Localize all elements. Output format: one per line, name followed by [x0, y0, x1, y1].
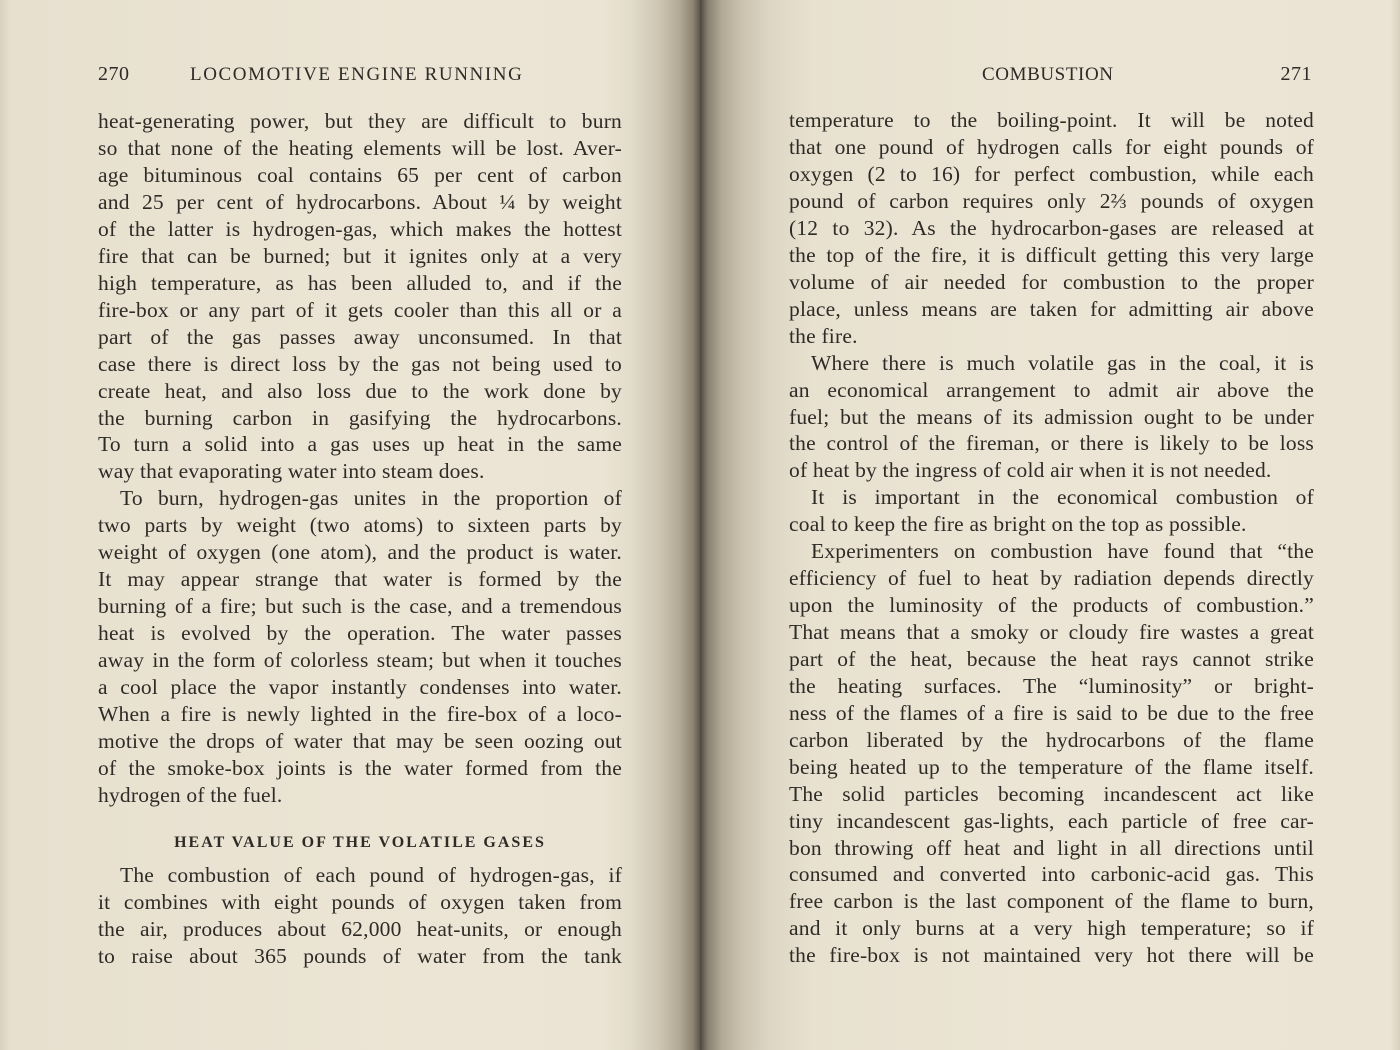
- text-line: To turn a solid into a gas uses up heat in the same: [98, 432, 622, 457]
- body-text: [98, 108, 622, 808]
- text-line: the air, produces about 62,000 heat-units, or enough: [98, 917, 622, 942]
- running-head: LOCOMOTIVE ENGINE RUNNING: [190, 64, 524, 85]
- text-line: an economical arrangement to admit air above the: [789, 377, 1314, 402]
- text-line: fuel; but the means of its admission ought to be under: [789, 404, 1314, 429]
- text-line: pound of carbon requires only 2⅔ pounds of oxygen: [789, 189, 1314, 213]
- paragraph: [789, 484, 1314, 538]
- text-line: the top of the fire, it is difficult getting this very large: [789, 242, 1314, 267]
- text-line: the burning carbon in gasifying the hydrocarbons.: [98, 405, 622, 430]
- text-line: To burn, hydrogen-gas unites in the proportion of: [120, 486, 622, 511]
- text-line: so that none of the heating elements will be lost. Aver-: [98, 136, 622, 161]
- text-line: the control of the fireman, or there is likely to be loss: [789, 431, 1314, 456]
- text-line: ness of the flames of a fire is said to be due to the free: [789, 700, 1314, 725]
- text-line: When a fire is newly lighted in the fire-box of a loco-: [98, 701, 622, 726]
- section-heading: HEAT VALUE OF THE VOLATILE GASES: [174, 834, 546, 852]
- text-line: age bituminous coal contains 65 per cent of carbon: [98, 163, 622, 188]
- text-line: It is important in the economical combustion of: [811, 485, 1314, 510]
- paragraph: [98, 862, 622, 970]
- paragraph: [789, 107, 1314, 349]
- paragraph: [789, 350, 1314, 485]
- body-text: [789, 107, 1314, 969]
- text-line: way that evaporating water into steam does.: [98, 459, 485, 484]
- text-line: burning of a fire; but such is the case, and a tremendous: [98, 594, 622, 619]
- paragraph: [98, 108, 622, 485]
- text-line: That means that a smoky or cloudy fire wastes a great: [789, 620, 1314, 644]
- page-number: 271: [1280, 63, 1312, 85]
- text-line: The combustion of each pound of hydrogen-gas, if: [120, 863, 622, 888]
- text-line: volume of air needed for combustion to the proper: [789, 269, 1314, 294]
- text-line: the fire-box is not maintained very hot there will be: [789, 943, 1314, 968]
- paragraph: [98, 485, 622, 808]
- page-number: 270: [98, 63, 130, 85]
- text-line: of the latter is hydrogen-gas, which makes the hottest: [98, 216, 622, 241]
- text-line: bon throwing off heat and light in all directions until: [789, 835, 1314, 860]
- text-line: a cool place the vapor instantly condenses into water.: [98, 674, 622, 699]
- text-line: upon the luminosity of the products of combustion.”: [789, 593, 1314, 618]
- text-line: to raise about 365 pounds of water from the tank: [98, 944, 622, 969]
- text-line: create heat, and also loss due to the work done by: [98, 378, 622, 403]
- text-line: away in the form of colorless steam; but when it touches: [98, 647, 622, 672]
- text-line: efficiency of fuel to heat by radiation depends directly: [789, 566, 1314, 591]
- text-line: it combines with eight pounds of oxygen taken from: [98, 890, 622, 915]
- running-head: COMBUSTION: [982, 64, 1114, 85]
- text-line: heat is evolved by the operation. The water passes: [98, 621, 622, 645]
- text-line: hydrogen of the fuel.: [98, 782, 283, 807]
- right-page: [700, 0, 1400, 1050]
- text-line: Where there is much volatile gas in the coal, it is: [811, 350, 1314, 375]
- text-line: motive the drops of water that may be seen oozing out: [98, 728, 622, 753]
- text-line: that one pound of hydrogen calls for eight pounds of: [789, 135, 1314, 160]
- text-line: part of the heat, because the heat rays cannot strike: [789, 646, 1314, 671]
- text-line: case there is direct loss by the gas not being used to: [98, 351, 622, 376]
- text-line: part of the gas passes away unconsumed. In that: [98, 324, 622, 349]
- text-line: and it only burns at a very high temperature; so if: [789, 916, 1314, 941]
- paragraph: [789, 538, 1314, 969]
- text-line: and 25 per cent of hydrocarbons. About ¼ by weight: [98, 190, 622, 214]
- text-line: oxygen (2 to 16) for perfect combustion, while each: [789, 162, 1314, 187]
- text-line: being heated up to the temperature of the flame itself.: [789, 754, 1314, 779]
- text-line: two parts by weight (two atoms) to sixteen parts by: [98, 513, 622, 538]
- text-line: carbon liberated by the hydrocarbons of the flame: [789, 727, 1314, 752]
- text-line: The solid particles becoming incandescent act like: [789, 781, 1314, 806]
- text-line: temperature to the boiling-point. It will be noted: [789, 108, 1314, 133]
- text-line: the heating surfaces. The “luminosity” or bright-: [789, 673, 1314, 698]
- text-line: weight of oxygen (one atom), and the product is water.: [98, 540, 622, 565]
- section-body-text: [98, 862, 622, 970]
- text-line: coal to keep the fire as bright on the top as possible.: [789, 512, 1247, 537]
- text-line: tiny incandescent gas-lights, each particle of free car-: [789, 808, 1314, 833]
- text-line: (12 to 32). As the hydrocarbon-gases are released at: [789, 215, 1314, 240]
- text-line: heat-generating power, but they are difficult to burn: [98, 109, 622, 134]
- text-line: the fire.: [789, 323, 858, 348]
- text-line: consumed and converted into carbonic-acid gas. This: [789, 862, 1314, 887]
- text-line: Experimenters on combustion have found that “the: [811, 539, 1314, 564]
- text-line: of heat by the ingress of cold air when it is not needed.: [789, 458, 1272, 483]
- text-line: It may appear strange that water is formed by the: [98, 567, 622, 592]
- text-line: of the smoke-box joints is the water formed from the: [98, 755, 622, 780]
- text-line: place, unless means are taken for admitting air above: [789, 296, 1314, 321]
- text-line: fire-box or any part of it gets cooler than this all or a: [98, 297, 622, 322]
- text-line: fire that can be burned; but it ignites only at a very: [98, 243, 622, 268]
- text-line: high temperature, as has been alluded to, and if the: [98, 270, 622, 295]
- left-text-column: [98, 108, 622, 970]
- right-text-column: [789, 107, 1314, 969]
- text-line: free carbon is the last component of the flame to burn,: [789, 889, 1314, 914]
